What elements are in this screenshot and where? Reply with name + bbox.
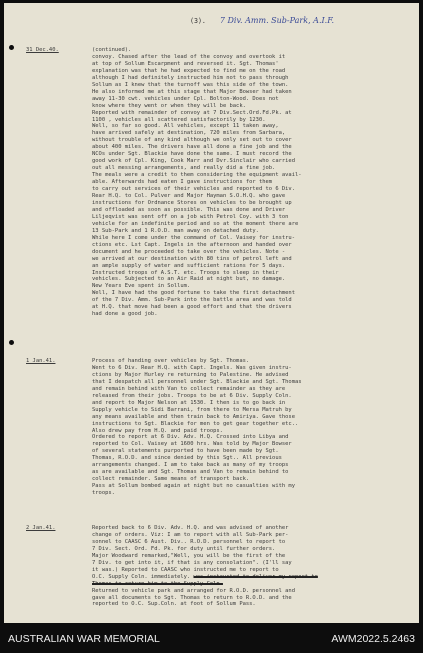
- entry-line: released from their jobs. Troops to be at 6 Div. Supply Coln.: [92, 392, 292, 399]
- entry-line: it was.) Reported to CAASC who instructed me to report to: [92, 566, 279, 573]
- entry-line: vehicle for an indefinite period and so at the moment there are: [92, 220, 299, 227]
- entry-line: able. Afterwards had eaten I gave instructions for them: [92, 179, 273, 186]
- entry-line: at H.Q. that move had been a good effort and that the drivers: [92, 304, 292, 311]
- entry-line: 7 Div. to get into it, if that is any consolation". (I'll say: [92, 559, 292, 566]
- entry-line: good work of Cpl. King, Cook Marr and Dvr.Sinclair who carried: [92, 158, 295, 165]
- entry-line: [92, 581, 411, 588]
- entry-line: out all messing arrangements, and really did a fine job.: [92, 165, 276, 172]
- entry-line: Pass at Sollum bombed again at night but no casualties with my: [92, 483, 295, 490]
- entry-line: Returned to vehicle park and arranged for R.O.D. personnel and: [92, 587, 295, 594]
- entry-line: ctions etc. Lst Capt. Ingels in the afternoon and handed over: [92, 241, 292, 248]
- entry-line: Process of handing over vehicles by Sgt. Thomas.: [92, 358, 250, 364]
- entry-line: about 400 miles. The drivers have all done a fine job and the: [92, 144, 292, 151]
- entry-line: O.C. Supply Coln. immediately. was instructed to deliver my report to: [92, 573, 318, 580]
- struck-out-text: was instructed to deliver my report to: [193, 573, 318, 580]
- entry-line: 13 Sub-Park and 1 R.O.D. man away on detached duty.: [92, 227, 259, 234]
- entry-line: 1100 , vehicles all scattered satisfactorily by 1230.: [92, 116, 266, 123]
- entry-line: reported to O.C. Sup.Coln. at foot of Sollum Pass.: [92, 601, 256, 608]
- entry-line: Reported back to 6 Div. Adv. H.Q. and was advised of another: [92, 525, 289, 531]
- page-number: (3).: [190, 17, 206, 25]
- entry-line: vehicles. Subjected to an Air Raid at night but, no damage.: [92, 276, 286, 283]
- entry-line: Reported with remainder of convoy at 7 Div.Sect.Ord.Fd.Pk. at: [92, 109, 292, 116]
- entry-line: had done a good job.: [92, 311, 158, 318]
- entry-line: document and he proceeded to take over the vehicles. Note -: [92, 248, 286, 255]
- entry-line: collect remainder. Same means of transport back.: [92, 476, 250, 483]
- punch-hole: [9, 340, 14, 345]
- entry-line: Instructed troops of A.S.T. etc. Troops to sleep in their: [92, 269, 279, 276]
- entry-line: of the 7 Div. Amm. Sub-Park into the battle area and was told: [92, 297, 292, 304]
- entry-line: without trouble of any kind although we only set out to cover: [92, 137, 292, 144]
- diary-entry-31-dec: [26, 47, 411, 318]
- entry-line: instructions for Ordnance Stores on vehicles to be brought up: [92, 199, 292, 206]
- entry-line: Went to 6 Div. Rear H.Q. with Capt. Ingels. Was given instru-: [92, 364, 292, 371]
- entry-line: arrangements changed. I am to take back as many of my troops: [92, 462, 289, 469]
- entry-line: Well, so far so good. All vehicles, except 11 taken away,: [92, 123, 279, 130]
- diary-entry-2-jan: [26, 525, 411, 608]
- entry-date: 31 Dec.40.: [26, 47, 59, 53]
- entry-date: 2 Jan.41.: [26, 525, 56, 531]
- entry-line: know where they went or when they will be back.: [92, 102, 246, 109]
- handwritten-unit-annotation: 7 Div. Amm. Sub-Park, A.I.F.: [219, 16, 335, 25]
- entry-line: at top of Sollum Escarpment and reversed it. Sgt. Thomas': [92, 60, 279, 67]
- entry-line: gave all documents to Sgt. Thomas to return to R.O.D. and the: [92, 594, 292, 601]
- entry-line: Well, I have had the good fortune to take the first detachment: [92, 290, 295, 297]
- entry-line: Also drew pay from H.Q. and paid troops.: [92, 427, 223, 434]
- entry-line: as are available and Sgt. Thomas and Van to remain behind to: [92, 469, 289, 476]
- entry-line: (continued).: [92, 47, 132, 53]
- entry-line: convoy. Chased after the lead of the convoy and overtook it: [92, 53, 286, 60]
- entry-line: have arrived safely at destination, 720 miles from Sarbara,: [92, 130, 286, 137]
- archive-reference: AWM2022.5.2463: [331, 633, 415, 645]
- entry-line: New Years Eve spent in Sollum.: [92, 283, 191, 290]
- entry-line: Major Woodward remarked,"Well, you will be the first of the: [92, 552, 286, 559]
- diary-entry-1-jan: [26, 358, 411, 497]
- entry-line: He also informed me at this stage that Major Bowser had taken: [92, 88, 292, 95]
- entry-line: we arrived at our destination with 80 tins of petrol left and: [92, 255, 292, 262]
- archive-footer: [0, 626, 423, 653]
- entry-line: although I had definitely instructed him not to pass through: [92, 74, 289, 81]
- entry-line: Thomas, R.O.D. and since denied by this Sgt.. All previous: [92, 455, 282, 462]
- entry-date: 1 Jan.41.: [26, 358, 56, 364]
- entry-line: Supply vehicle to Sidi Barrani, from there to Mersa Matruh by: [92, 406, 292, 413]
- entry-line: to carry out services of their vehicles and reported to 6 Div.: [92, 186, 295, 193]
- entry-line: Liljeqvist was sent off on a job with Petrol Coy. with 3 ton: [92, 213, 289, 220]
- entry-line: away 11-30 cwt. vehicles under Cpl. Bolton-Wood. Does not: [92, 95, 279, 102]
- page-header: [190, 16, 334, 25]
- entry-line: Sollum as I knew that the turnoff was this side of the town.: [92, 81, 289, 88]
- entry-line: ctions by Major Hurley re returning to Palestine. He advised: [92, 371, 289, 378]
- entry-line: NCOs under Sgt. Blackie have done the same. I must record the: [92, 151, 292, 158]
- document-page: [4, 3, 419, 623]
- entry-line: and offloaded as soon as possible. This was done and Driver: [92, 206, 286, 213]
- struck-out-text: Thomas to return him to the Supply Coln.: [92, 580, 223, 587]
- entry-line: an ample supply of water and sufficient rations for 5 days.: [92, 262, 286, 269]
- entry-line: While here I come under the command of Col. Vaisey for instru-: [92, 234, 295, 241]
- entry-line: of several statements purported to have been made by Sgt.: [92, 448, 279, 455]
- entry-line: sonnel to CAASC 6 Aust. Div.. R.O.D. personnel to report to: [92, 538, 286, 545]
- archive-name: AUSTRALIAN WAR MEMORIAL: [8, 633, 160, 645]
- entry-line: explanation was that he had expected to find me on the road: [92, 67, 286, 74]
- entry-line: and remain behind with Van to collect remainder as they are: [92, 385, 286, 392]
- entry-line: change of orders. Viz: I am to report with all Sub-Park per-: [92, 531, 289, 538]
- punch-holes: [9, 45, 15, 623]
- entry-line: troops.: [92, 490, 115, 497]
- entry-line: that I despatch all personnel under Sgt. Blackie and Sgt. Thomas: [92, 378, 302, 385]
- entry-line: and report to Major Nelson at 1530. I then is to go back in: [92, 399, 286, 406]
- entry-line: Rear H.Q. to Col. Pulver and Major Hayman S.O.H.Q. who gave: [92, 193, 286, 200]
- punch-hole: [9, 45, 14, 50]
- entry-line: 7 Div. Sect. Ord. Fd. Pk. for duty until further orders.: [92, 545, 276, 552]
- entry-line: Ordered to report at 6 Div. Adv. H.Q. Crossed into Libya and: [92, 434, 289, 441]
- entry-line: any means available and then train back to Amiriya. Gave those: [92, 413, 295, 420]
- entry-line: reported to Col. Vaisey at 1600 hrs. Was told by Major Bowser: [92, 441, 292, 448]
- entry-line: instructions to Sgt. Blackie for men to get gear together etc..: [92, 420, 299, 427]
- entry-line: The meals were a credit to them considering the equipment avail-: [92, 172, 302, 179]
